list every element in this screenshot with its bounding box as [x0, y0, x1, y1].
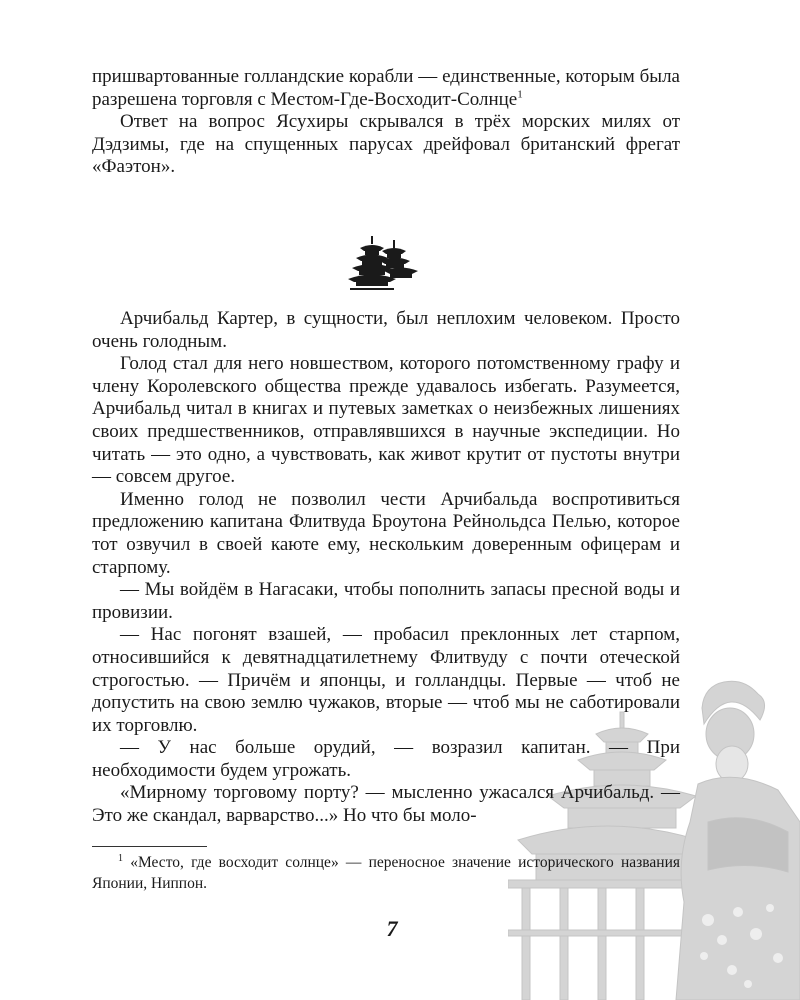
- dialogue-line: — Мы войдём в Нагасаки, чтобы пополнить запасы пресной воды и провизии.: [92, 579, 680, 623]
- footnote: [92, 852, 680, 894]
- text-section-top: [92, 66, 680, 179]
- page-number: 7: [386, 916, 398, 941]
- paragraph: Ответ на вопрос Ясухиры скрывался в трёх морских милях от Дэдзимы, где на спущенных парусах дрейфовал британский фрегат «Фаэтон».: [92, 111, 680, 178]
- footnote-divider: [92, 846, 207, 847]
- paragraph: пришвартованные голландские корабли — единственные, которым была разрешена торговля с Местом-Где-Восходит-Солнце$^1$: [92, 66, 680, 110]
- pagoda-icon: [348, 236, 420, 292]
- footnote-reference: 1: [517, 88, 523, 101]
- paragraph: Арчибальд Картер, в сущности, был неплохим человеком. Просто очень голодным.: [92, 308, 680, 352]
- paragraph: «Мирному торговому порту? — мысленно ужасался Арчибальд. — Это же скандал, варварство...» Но что бы моло-: [92, 782, 680, 827]
- dialogue-line: — У нас больше орудий, — возразил капитан. — При необходимости будем угрожать.: [92, 737, 680, 781]
- paragraph: Именно голод не позволил чести Арчибальда воспротивиться предложению капитана Флитвуда Броутона Рейнольдса Пелью, которое тот озвучил в своей каюте ему, нескольким доверенным офицерам и старпому.: [92, 488, 680, 578]
- footnote-mark: 1: [118, 852, 123, 864]
- paragraph: Голод стал для него новшеством, которого потомственному графу и члену Королевского общества прежде удавалось избегать. Разумеется, Арчибальд читал в книгах и путевых заметках о неизбежных лишениях своих предшественников, отправлявшихся в научные экспедиции. Но читать — это одно, а чувствовать, как живот крутит от пустоты внутри — совсем другое.: [92, 353, 680, 488]
- footnote-text: «Место, где восходит солнце» — переносное значение исторического названия Японии, Ниппон.: [92, 854, 680, 892]
- text-section-main: [92, 308, 680, 828]
- dialogue-line: — Нас погонят взашей, — пробасил преклонных лет старпом, относившийся к девятнадцатилетнему Флитвуду с почти отеческой строгостью. — Причём и японцы, и голландцы. Первые — чтоб не допустить на свою землю чужаков, вторые — чтоб мы не саботировали их торговлю.: [92, 624, 680, 736]
